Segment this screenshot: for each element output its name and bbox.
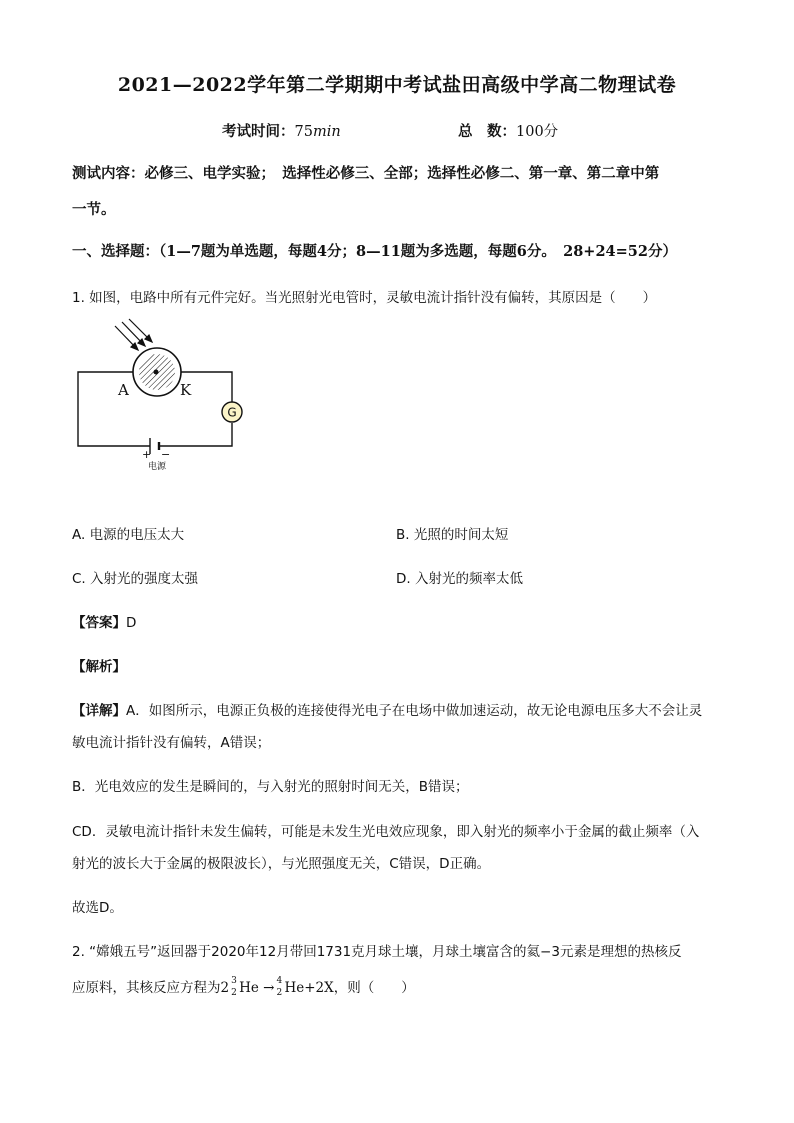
q1-answer	[72, 611, 136, 631]
q1-option-b: B. 光照的时间太短	[396, 527, 509, 543]
q1-detail-cd-line1: CD．灵敏电流计指针未发生偏转，可能是未发生光电效应现象，即入射光的频率小于金属的截止频率（入	[72, 824, 700, 840]
test-scope-line1: 测试内容：必修三、电学实验； 选择性必修三、全部；选择性必修二、第一章、第二章中第	[72, 165, 660, 182]
cathode-label: K	[180, 381, 192, 399]
q1-conclusion: 故选D。	[72, 900, 123, 916]
answer-value: D	[126, 615, 137, 631]
light-rays-icon	[115, 319, 152, 350]
test-scope	[72, 163, 732, 221]
answer-tag: 【答案】	[72, 615, 126, 631]
q1-analysis-tag: 【解析】	[72, 659, 126, 675]
section-heading: 一、选择题：（1—7题为单选题，每题4分；8—11题为多选题，每题6分。 28+24=52分）	[72, 243, 677, 260]
battery-icon	[150, 438, 159, 454]
reaction-arrow: →	[263, 980, 275, 996]
photoelectric-circuit-diagram	[60, 318, 260, 478]
q1-detail-line1: 【详解】A．如图所示，电源正负极的连接使得光电子在电场中做加速运动，故无论电源电压多大不会让灵	[72, 703, 703, 719]
battery-source-label: 电源	[148, 462, 167, 472]
q1-option-a: A. 电源的电压太大	[72, 527, 185, 543]
test-scope-line2: 一节。	[72, 201, 116, 218]
exam-title: 2021—2022学年第二学期期中考试盐田高级中学高二物理试卷	[117, 74, 677, 96]
q2-stem-line1: 2. “嫦娥五号”返回器于2020年12月带回1731克月球土壤，月球土壤富含的氦−3元素是理想的热核反	[72, 944, 682, 960]
exam-total-value: 100分	[516, 124, 559, 140]
battery-plus-label: +	[142, 448, 152, 461]
galvanometer-label: G	[227, 405, 237, 420]
exam-time-value: 75min	[294, 124, 341, 140]
nuclear-reaction-equation: 2 3 2 He → 4 2 He+2X	[220, 975, 334, 998]
q1-option-c: C. 入射光的强度太强	[72, 571, 199, 587]
exam-time-label: 考试时间：	[222, 123, 295, 140]
q1-detail-cd-line2: 射光的波长大于金属的极限波长），与光照强度无关，C错误，D正确。	[72, 856, 491, 872]
battery-minus-label: −	[161, 448, 171, 461]
galvanometer-icon	[222, 402, 242, 422]
exam-time	[222, 120, 341, 141]
q2-stem-line2: 应原料，其核反应方程为2 3 2 He → 4 2 He+2X，则（ ）	[72, 975, 415, 998]
detail-tag: 【详解】	[72, 703, 126, 719]
q1-detail-b: B．光电效应的发生是瞬间的，与入射光的照射时间无关，B错误；	[72, 779, 469, 795]
q1-stem: 1. 如图，电路中所有元件完好。当光照射光电管时，灵敏电流计指针没有偏转，其原因是（ ）	[72, 290, 657, 306]
q1-detail-line2: 敏电流计指针没有偏转，A错误；	[72, 735, 271, 751]
anode-label: A	[118, 381, 129, 399]
q1-option-d: D. 入射光的频率太低	[396, 571, 523, 587]
exam-total	[458, 120, 558, 141]
exam-total-label: 总 数：	[458, 123, 516, 140]
phototube-icon	[133, 348, 181, 396]
